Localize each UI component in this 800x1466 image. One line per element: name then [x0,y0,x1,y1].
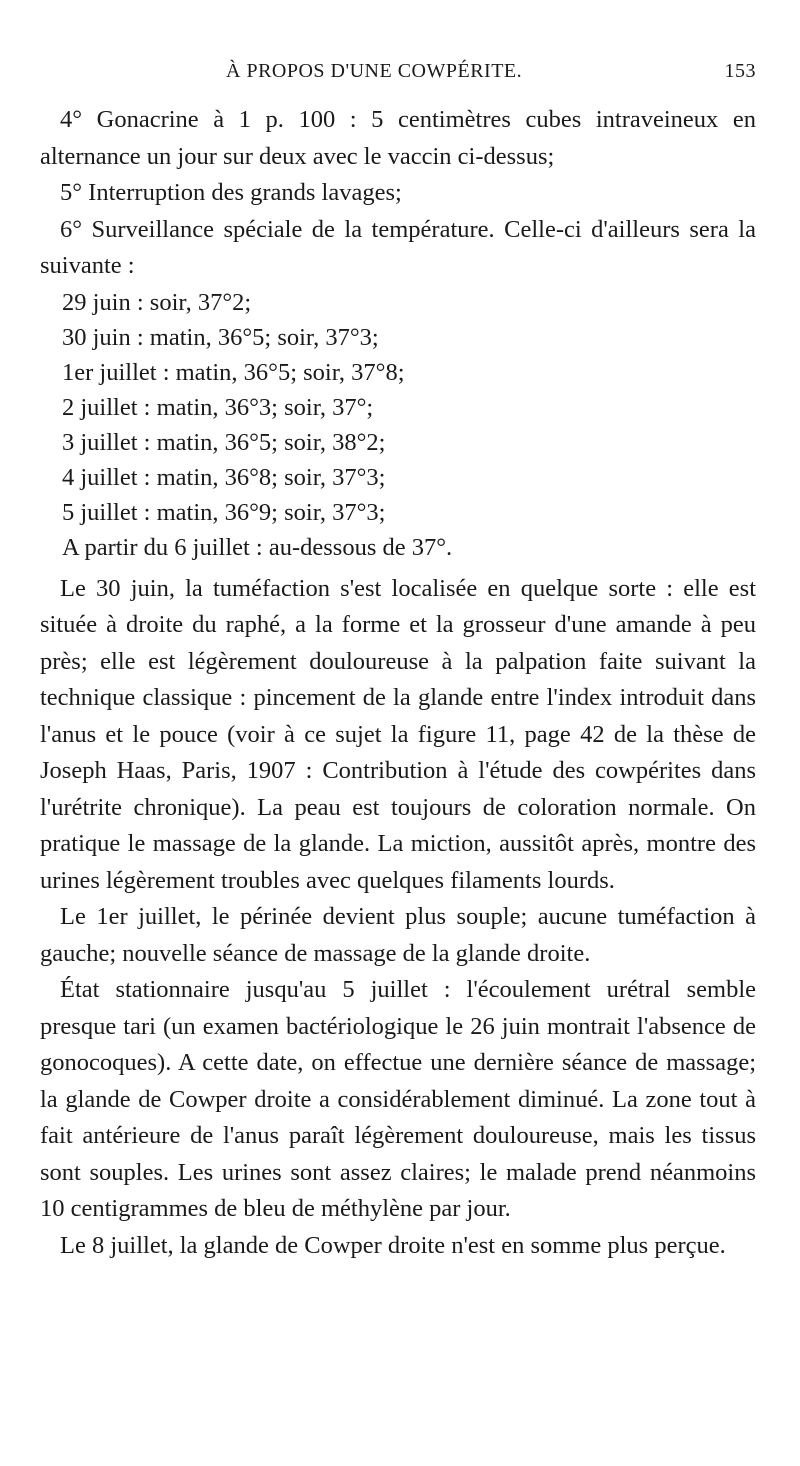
paragraph: État stationnaire jusqu'au 5 juillet : l'écoulement urétral semble presque tari (un examen bactériologique le 26 juin montrait l'absence de gonocoques). A cette date, on effectue une dernière séance de massage; la glande de Cowper droite a considérablement diminué. La zone tout à fait antérieure de l'anus paraît légèrement douloureuse, mais les tissus sont souples. Les urines sont assez claires; le malade prend néanmoins 10 centigrammes de bleu de méthylène par jour. [40,976,756,1222]
paragraph: Le 8 juillet, la glande de Cowper droite n'est en somme plus perçue. [60,1231,726,1259]
temperature-row: 3 juillet : matin, 36°5; soir, 38°2; [62,428,386,456]
page-header [40,60,756,102]
list-item-6: 6° Surveillance spéciale de la température. Celle-ci d'ailleurs sera la suivante : [40,215,756,279]
temperature-row: 2 juillet : matin, 36°3; soir, 37°; [62,393,374,421]
list-item-5: 5° Interruption des grands lavages; [60,179,402,206]
temperature-row: 29 juin : soir, 37°2; [62,288,252,316]
temperature-row: A partir du 6 juillet : au-dessous de 37°. [62,533,453,561]
page-number: 153 [724,60,756,82]
list-item-4: 4° Gonacrine à 1 p. 100 : 5 centimètres cubes intraveineux en alternance un jour sur deux avec le vaccin ci-dessus; [40,106,756,170]
running-title: À PROPOS D'UNE COWPÉRITE. [226,60,523,82]
temperature-row: 5 juillet : matin, 36°9; soir, 37°3; [62,498,386,526]
paragraph: Le 1er juillet, le périnée devient plus souple; aucune tuméfaction à gauche; nouvelle séance de massage de la glande droite. [40,903,756,967]
temperature-row: 1er juillet : matin, 36°5; soir, 37°8; [62,358,405,386]
paragraph: Le 30 juin, la tuméfaction s'est localisée en quelque sorte : elle est située à droite du raphé, a la forme et la grosseur d'une amande à peu près; elle est légèrement douloureuse à la palpation faite suivant la technique classique : pincement de la glande entre l'index introduit dans l'anus et le pouce (voir à ce sujet la figure 11, page 42 de la thèse de Joseph Haas, Paris, 1907 : Contribution à l'étude des cowpérites dans l'urétrite chronique). La peau est toujours de coloration normale. On pratique le massage de la glande. La miction, aussitôt après, montre des urines légèrement troubles avec quelques filaments lourds. [40,574,756,894]
temperature-row: 4 juillet : matin, 36°8; soir, 37°3; [62,463,386,491]
temperature-row: 30 juin : matin, 36°5; soir, 37°3; [62,323,379,351]
document-page [40,60,756,1264]
temperature-list [62,285,756,565]
